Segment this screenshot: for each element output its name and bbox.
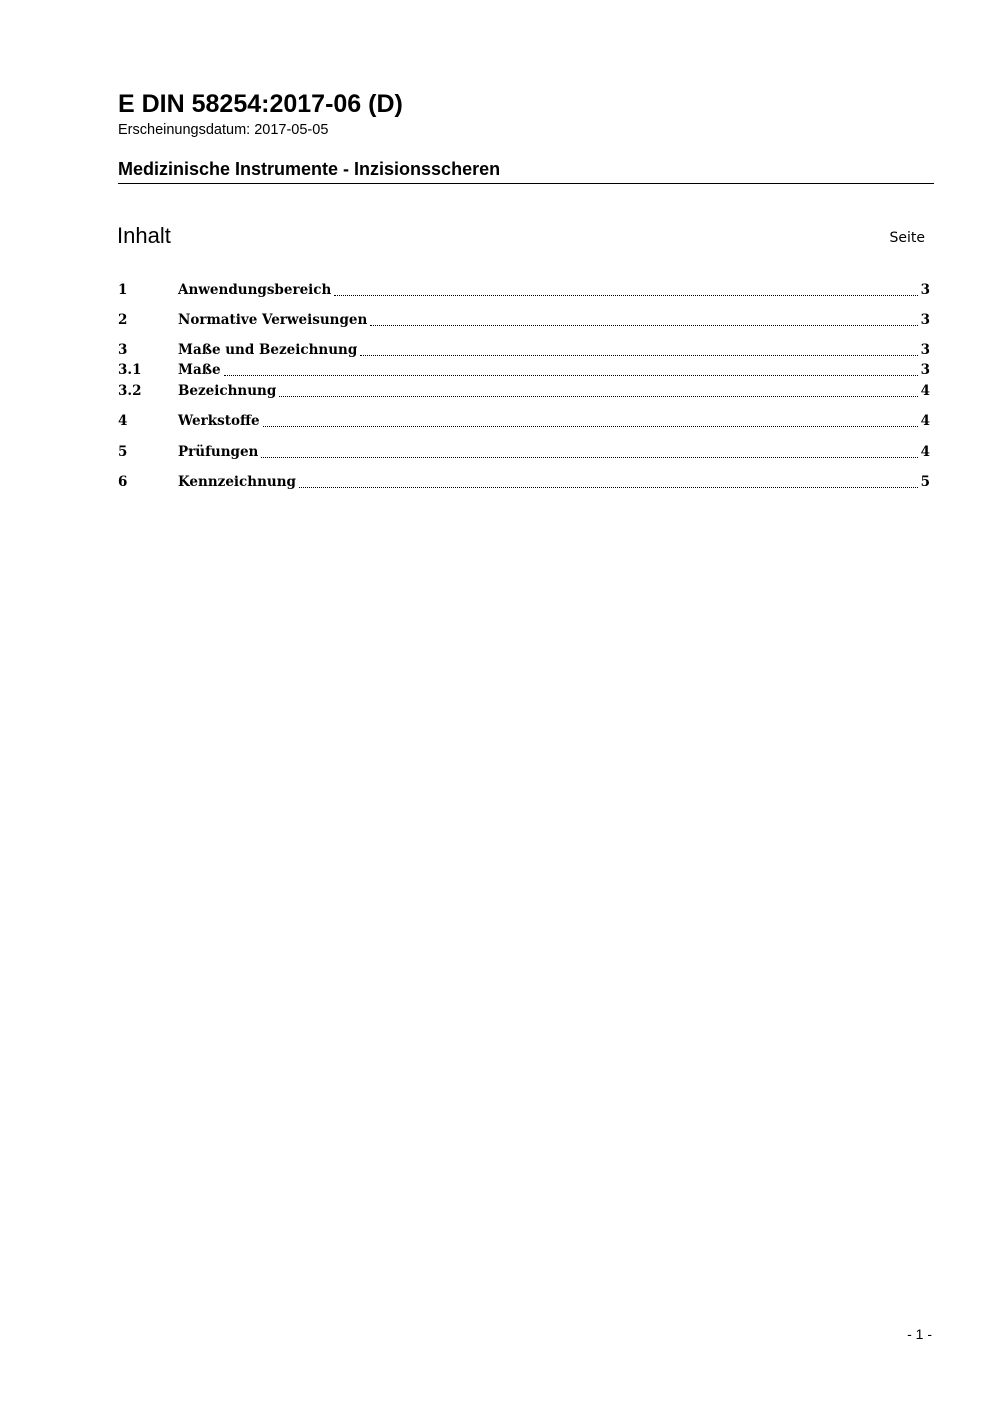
toc-entry-5[interactable]	[118, 442, 930, 462]
toc-entry-page: 3	[920, 362, 930, 378]
toc-entry-number: 2	[118, 312, 128, 328]
toc-entry-label: Anwendungsbereich	[178, 282, 332, 298]
toc-entry-label: Prüfungen	[178, 444, 259, 460]
toc-entry-page: 4	[920, 444, 930, 460]
toc-dot-leader	[370, 310, 917, 326]
toc-entry-page: 3	[920, 312, 930, 328]
toc-entry-6[interactable]	[118, 472, 930, 492]
page-number: - 1 -	[907, 1326, 932, 1342]
toc-dot-leader	[334, 280, 917, 296]
toc-dot-leader	[279, 381, 917, 397]
toc-entry-page: 5	[920, 474, 930, 490]
toc-entry-label: Werkstoffe	[178, 413, 260, 429]
toc-dot-leader	[261, 442, 917, 458]
publication-date: Erscheinungsdatum: 2017-05-05	[118, 122, 329, 138]
toc-entry-number: 1	[118, 282, 128, 298]
toc-entry-label: Kennzeichnung	[178, 474, 296, 490]
toc-entry-page: 3	[920, 282, 930, 298]
toc-page-column-heading: Seite	[889, 230, 925, 246]
toc-entry-label: Bezeichnung	[178, 383, 277, 399]
document-title: Medizinische Instrumente - Inzisionsscheren	[118, 159, 501, 179]
toc-entry-number: 5	[118, 444, 128, 460]
toc-entry-label: Maße und Bezeichnung	[178, 342, 358, 358]
toc-entry-3-2[interactable]	[118, 381, 930, 401]
toc-dot-leader	[263, 411, 918, 427]
toc-entry-number: 3.1	[118, 362, 142, 378]
toc-dot-leader	[224, 360, 918, 376]
toc-dot-leader	[299, 472, 918, 488]
title-rule	[118, 183, 934, 184]
toc-heading: Inhalt	[117, 223, 171, 248]
toc-entry-3[interactable]	[118, 340, 930, 360]
toc-entry-number: 6	[118, 474, 128, 490]
toc-entry-number: 4	[118, 413, 128, 429]
toc-dot-leader	[360, 340, 917, 356]
toc-entry-label: Maße	[178, 362, 221, 378]
toc-entry-2[interactable]	[118, 310, 930, 330]
toc-entry-label: Normative Verweisungen	[178, 312, 368, 328]
toc-entry-page: 4	[920, 413, 930, 429]
document-number: E DIN 58254:2017-06 (D)	[118, 90, 403, 118]
toc-entry-page: 4	[920, 383, 930, 399]
toc-entry-3-1[interactable]	[118, 360, 930, 380]
toc-entry-number: 3.2	[118, 383, 142, 399]
toc-entry-number: 3	[118, 342, 128, 358]
toc-entry-1[interactable]	[118, 280, 930, 300]
toc-entry-page: 3	[920, 342, 930, 358]
toc-entry-4[interactable]	[118, 411, 930, 431]
